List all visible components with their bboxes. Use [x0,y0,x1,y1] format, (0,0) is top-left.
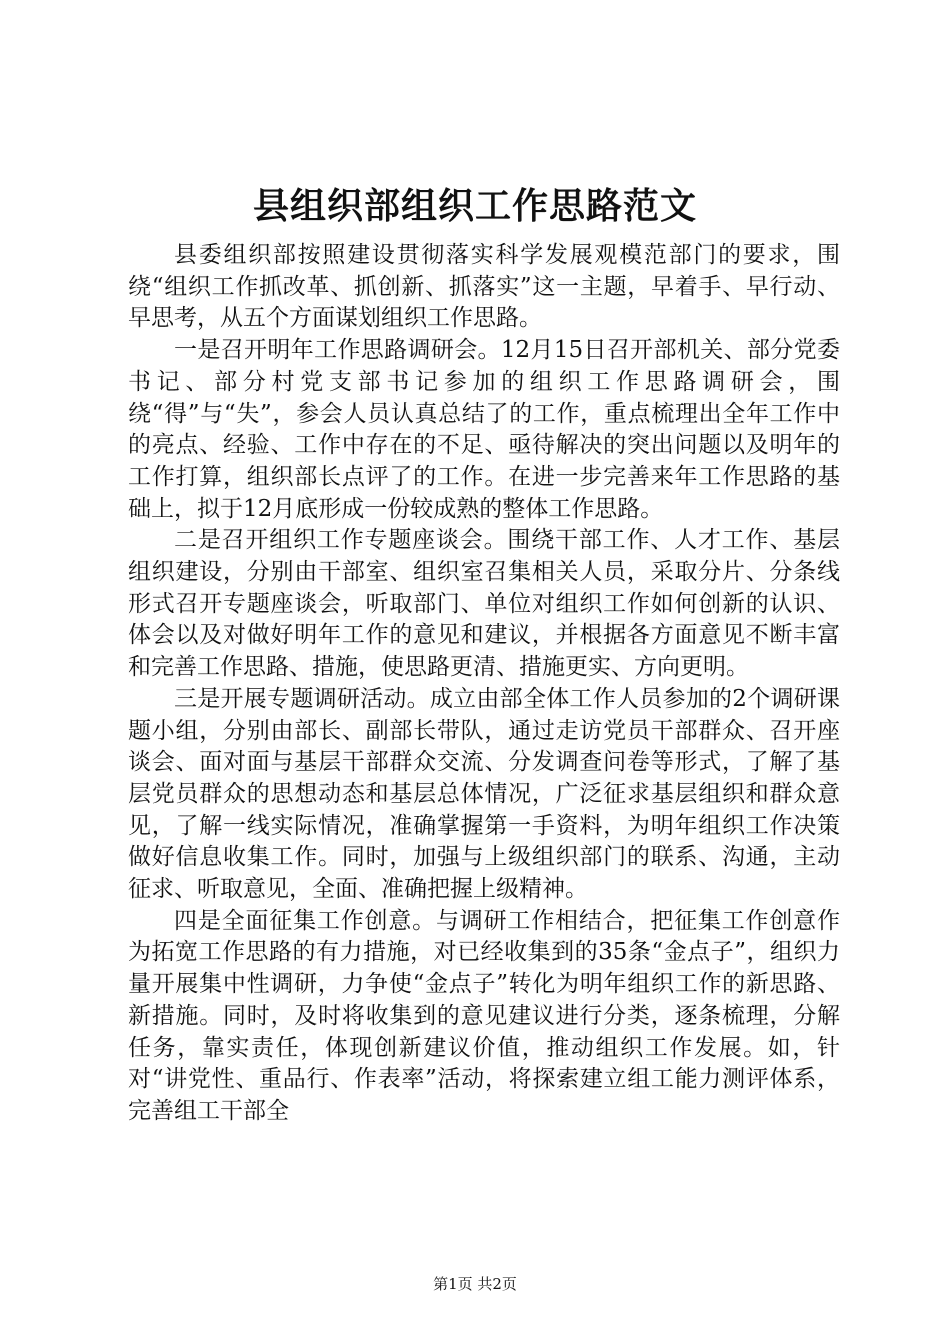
document-body [128,240,840,1128]
page-footer [0,1274,950,1294]
page-total: 共2页 [477,1275,517,1293]
paragraph-item-1: 一是召开明年工作思路调研会。12月15日召开部机关、部分党委书记、部分村党支部书记参加的组织工作思路调研会，围绕“得”与“失”，参会人员认真总结了的工作，重点梳理出全年工作中的亮点、经验、工作中存在的不足、亟待解决的突出问题以及明年的工作打算，组织部长点评了的工作。在进一步完善来年工作思路的基础上，拟于12月底形成一份较成熟的整体工作思路。 [128,337,840,522]
paragraph-intro: 县委组织部按照建设贯彻落实科学发展观模范部门的要求，围绕“组织工作抓改革、抓创新、抓落实”这一主题，早着手、早行动、早思考，从五个方面谋划组织工作思路。 [128,242,840,332]
page-number: 第1页 [433,1275,473,1293]
document-title: 县组织部组织工作思路范文 [252,185,697,227]
paragraph-item-3: 三是开展专题调研活动。成立由部全体工作人员参加的2个调研课题小组，分别由部长、副部长带队，通过走访党员干部群众、召开座谈会、面对面与基层干部群众交流、分发调查问卷等形式，了解了基层党员群众的思想动态和基层总体情况，广泛征求基层组织和群众意见，了解一线实际情况，准确掌握第一手资料，为明年组织工作决策做好信息收集工作。同时，加强与上级组织部门的联系、沟通，主动征求、听取意见，全面、准确把握上级精神。 [128,685,840,903]
paragraph-item-4: 四是全面征集工作创意。与调研工作相结合，把征集工作创意作为拓宽工作思路的有力措施，对已经收集到的35条“金点子”，组织力量开展集中性调研，力争使“金点子”转化为明年组织工作的新思路、新措施。同时，及时将收集到的意见建议进行分类，逐条梳理，分解任务，靠实责任，体现创新建议价值，推动组织工作发展。如，针对“讲党性、重品行、作表率”活动，将探索建立组工能力测评体系，完善组工干部全 [128,907,840,1124]
paragraph-item-2: 二是召开组织工作专题座谈会。围绕干部工作、人才工作、基层组织建设，分别由干部室、组织室召集相关人员，采取分片、分条线形式召开专题座谈会，听取部门、单位对组织工作如何创新的认识、体会以及对做好明年工作的意见和建议，并根据各方面意见不断丰富和完善工作思路、措施，使思路更清、措施更实、方向更明。 [128,527,840,681]
